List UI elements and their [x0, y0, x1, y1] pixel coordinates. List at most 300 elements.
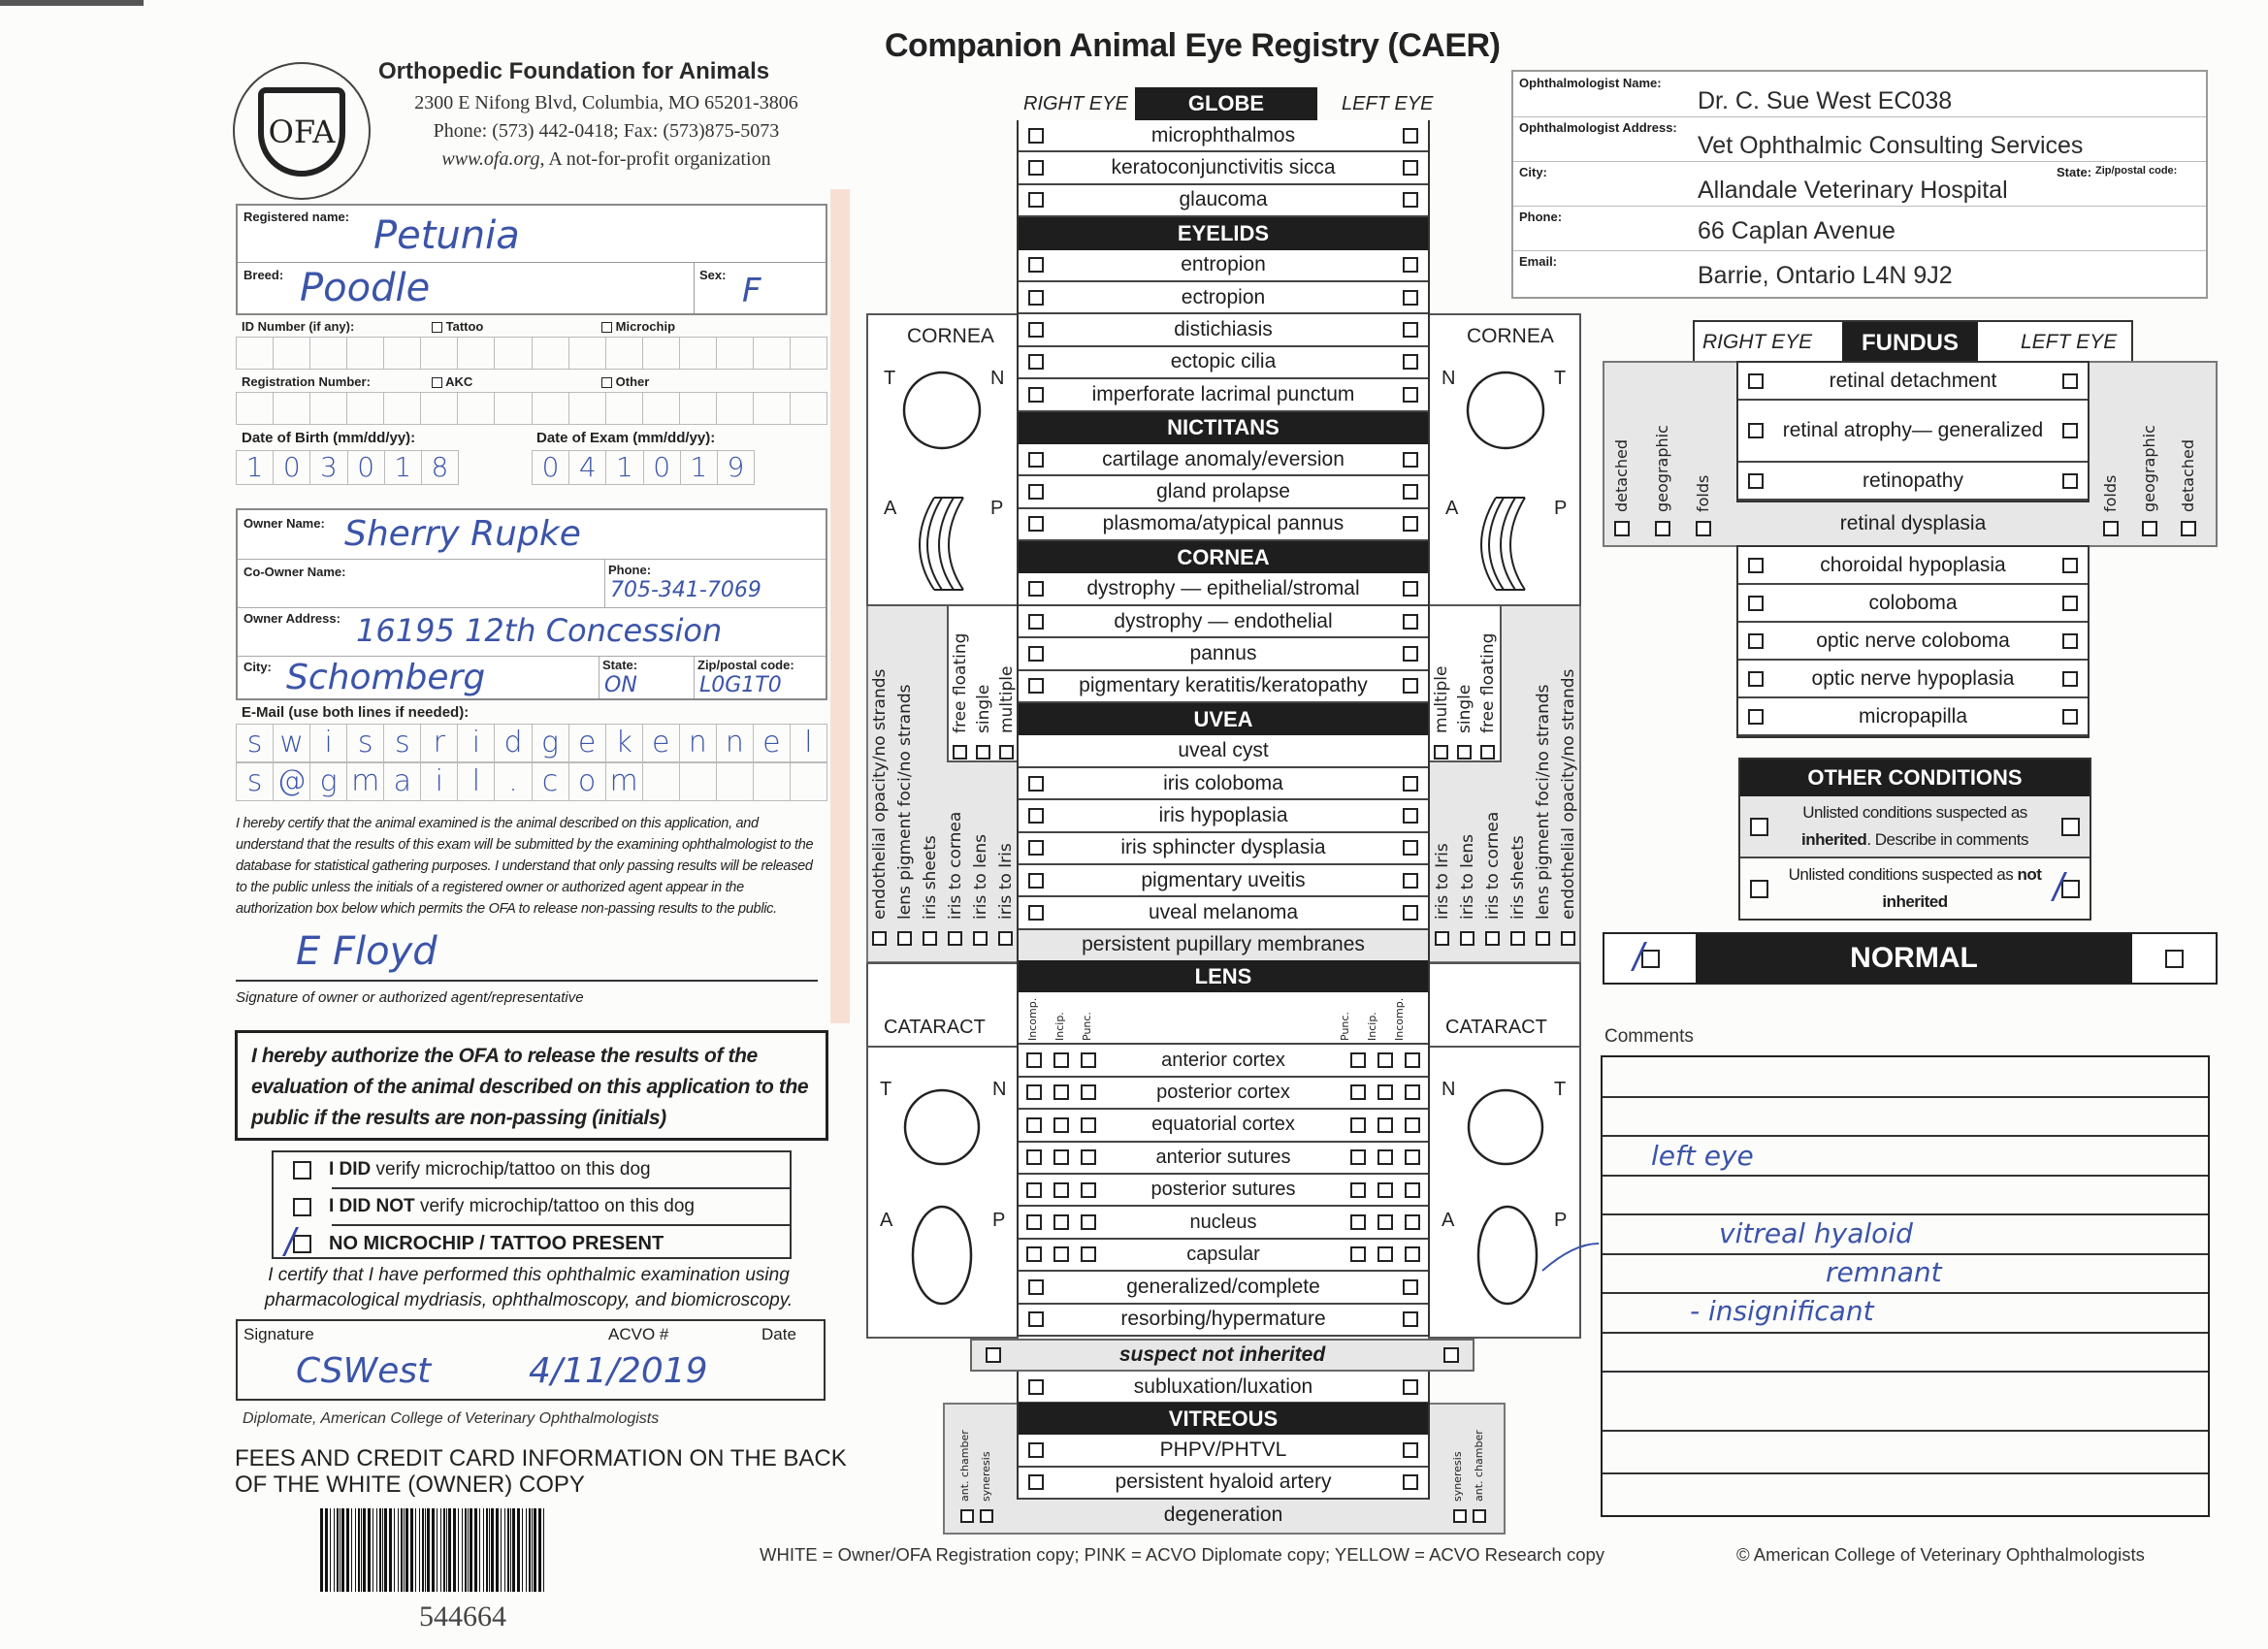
registration-number-grid[interactable]: [236, 392, 827, 425]
option-single-checkbox[interactable]: [1457, 745, 1472, 760]
capsular-left-incip-checkbox[interactable]: [1377, 1246, 1393, 1262]
retinal-detachment-right-checkbox[interactable]: [1748, 373, 1764, 389]
registered-name-field[interactable]: Petunia: [373, 213, 520, 258]
grid-cell: 0: [348, 450, 385, 485]
cornea-right-n: N: [990, 368, 1005, 389]
barcode-bar: [401, 1508, 403, 1592]
chip-did-checkbox[interactable]: [293, 1161, 311, 1180]
dystrophy-endothelial-left-checkbox[interactable]: [1403, 614, 1418, 630]
option-free-floating-checkbox[interactable]: [953, 745, 967, 760]
anterior-sutures-right-incip-checkbox[interactable]: [1053, 1149, 1069, 1165]
tattoo-checkbox[interactable]: [432, 322, 442, 333]
glaucoma-left-checkbox[interactable]: [1403, 192, 1418, 208]
email-line-2[interactable]: [236, 762, 827, 801]
ofa-logo-shield: OFA: [258, 87, 345, 177]
degen-syneresis-left-label: syneresis: [1451, 1451, 1464, 1502]
grade-header-right-punc: Punc.: [1081, 1012, 1093, 1042]
generalized-complete-right-checkbox[interactable]: [1028, 1279, 1044, 1295]
degen-syneresis-left-checkbox[interactable]: [1453, 1509, 1467, 1523]
gland-prolapse-right-checkbox[interactable]: [1028, 484, 1044, 500]
dob-field[interactable]: [236, 450, 459, 485]
lens-row-equatorial-cortex: [1019, 1110, 1428, 1142]
other-inherited-right-checkbox[interactable]: [1750, 818, 1768, 836]
nucleus-left-punc-checkbox[interactable]: [1350, 1214, 1366, 1230]
anterior-sutures-left-incip-checkbox[interactable]: [1377, 1149, 1393, 1165]
iris-coloboma-right-checkbox[interactable]: [1028, 776, 1044, 792]
fundus-left-eye-label: LEFT EYE: [2021, 331, 2118, 353]
suspect-not-inherited-right-checkbox[interactable]: [986, 1347, 1001, 1363]
cartilage-anomaly-eversion-right-checkbox[interactable]: [1028, 452, 1044, 468]
capsular-right-incip-checkbox[interactable]: [1053, 1246, 1069, 1262]
grid-cell: @: [274, 762, 310, 801]
phone-label: Phone:: [608, 563, 652, 577]
email-label: E-Mail (use both lines if needed):: [242, 704, 470, 721]
option-lens-pigment-foci-no-strands-checkbox[interactable]: [897, 931, 912, 946]
grid-cell: g: [310, 762, 347, 801]
barcode-bar: [379, 1508, 381, 1592]
breed-label: Breed:: [243, 268, 284, 282]
gland-prolapse-left-checkbox[interactable]: [1403, 484, 1418, 500]
anterior-cortex-left-incomp-checkbox[interactable]: [1405, 1052, 1420, 1068]
lens-row-generalized-complete: [1019, 1272, 1428, 1304]
form-title: Companion Animal Eye Registry (CAER): [885, 27, 1501, 64]
posterior-cortex-left-punc-checkbox[interactable]: [1350, 1084, 1366, 1100]
degeneration-label: degeneration: [1163, 1504, 1283, 1526]
anterior-cortex-left-punc-checkbox[interactable]: [1350, 1052, 1366, 1068]
capsular-right-incomp-checkbox[interactable]: [1026, 1246, 1042, 1262]
grid-cell: 1: [681, 450, 718, 485]
left-eye-label: LEFT EYE: [1342, 93, 1434, 114]
akc-option[interactable]: [432, 374, 472, 389]
fundus-table-bottom: [1736, 545, 2090, 738]
pigmentary-keratitis-keratopathy-left-checkbox[interactable]: [1403, 678, 1418, 694]
org-web-link[interactable]: www.ofa.org: [441, 148, 540, 170]
oph-state-label: State:: [2057, 165, 2092, 179]
option-label-iris-to-cornea: iris to cornea: [1483, 811, 1503, 920]
grid-cell: e: [569, 724, 606, 762]
grade-group-right: [1026, 1149, 1096, 1165]
chip-option-did-not[interactable]: [293, 1189, 695, 1224]
section-header-nictitans: NICTITANS: [1019, 412, 1428, 444]
zip-field[interactable]: L0G1T0: [699, 673, 782, 697]
retinal-detachment-label: retinal detachment: [1829, 369, 1997, 392]
posterior-sutures-left-incip-checkbox[interactable]: [1377, 1182, 1393, 1198]
iris-hypoplasia-right-checkbox[interactable]: [1028, 808, 1044, 824]
nucleus-left-incomp-checkbox[interactable]: [1405, 1214, 1420, 1230]
pigmentary-uveitis-right-checkbox[interactable]: [1028, 873, 1044, 889]
dysplasia-left-folds-checkbox[interactable]: [2103, 521, 2119, 536]
dystrophy-epithelial-stromal-right-checkbox[interactable]: [1028, 581, 1044, 597]
microphthalmos-label: microphthalmos: [1150, 123, 1296, 146]
grid-cell: 0: [644, 450, 681, 485]
owner-signature[interactable]: E Floyd: [296, 929, 437, 974]
micropapilla-right-checkbox[interactable]: [1748, 709, 1764, 725]
grid-cell: r: [421, 724, 458, 762]
posterior-cortex-right-incomp-checkbox[interactable]: [1026, 1084, 1042, 1100]
lens-row-posterior-cortex: [1019, 1078, 1428, 1110]
retinopathy-left-checkbox[interactable]: [2062, 473, 2078, 489]
distichiasis-right-checkbox[interactable]: [1028, 322, 1044, 338]
dysplasia-right-detached-checkbox[interactable]: [1614, 521, 1630, 536]
subluxation-right-checkbox[interactable]: [1028, 1379, 1044, 1395]
ectropion-right-checkbox[interactable]: [1028, 290, 1044, 306]
section-header-eyelids: EYELIDS: [1019, 217, 1428, 249]
keratoconjunctivitis-sicca-right-checkbox[interactable]: [1028, 160, 1044, 176]
iris-sphincter-dysplasia-right-checkbox[interactable]: [1028, 840, 1044, 856]
condition-row-pigmentary-keratitis-keratopathy: [1019, 671, 1428, 703]
city-field[interactable]: Schomberg: [286, 658, 486, 697]
barcode-bar: [398, 1508, 399, 1592]
cornea-left-a: A: [1445, 498, 1459, 519]
zip-label: Zip/postal code:: [697, 658, 794, 672]
barcode-bar: [325, 1508, 328, 1592]
anterior-cortex-right-incomp-checkbox[interactable]: [1026, 1052, 1042, 1068]
nucleus-left-incip-checkbox[interactable]: [1377, 1214, 1393, 1230]
phpv-left-checkbox[interactable]: [1403, 1442, 1418, 1458]
anterior-sutures-left-incomp-checkbox[interactable]: [1405, 1149, 1420, 1165]
condition-row-ectopic-cilia: [1019, 347, 1428, 379]
microchip-option[interactable]: [601, 319, 675, 334]
ectopic-cilia-left-checkbox[interactable]: [1403, 354, 1418, 370]
plasmoma-atypical-pannus-right-checkbox[interactable]: [1028, 516, 1044, 532]
fundus-row-coloboma: [1738, 585, 2088, 623]
grid-cell: 8: [422, 450, 459, 485]
barcode-bar: [404, 1508, 405, 1592]
anterior-sutures-right-incomp-checkbox[interactable]: [1026, 1149, 1042, 1165]
option-iris-sheets-checkbox[interactable]: [923, 931, 937, 946]
retinopathy-right-checkbox[interactable]: [1748, 473, 1764, 489]
dysplasia-left-detached-checkbox[interactable]: [2181, 521, 2196, 536]
imperforate-lacrimal-punctum-right-checkbox[interactable]: [1028, 387, 1044, 403]
dysplasia-left-folds-label: folds: [2101, 474, 2120, 512]
hyaloid-right-checkbox[interactable]: [1028, 1474, 1044, 1490]
iris-coloboma-left-checkbox[interactable]: [1403, 776, 1418, 792]
coloboma-right-checkbox[interactable]: [1748, 596, 1764, 611]
microphthalmos-left-checkbox[interactable]: [1403, 128, 1418, 144]
barcode-bar: [543, 1508, 544, 1592]
anterior-cortex-right-punc-checkbox[interactable]: [1081, 1052, 1096, 1068]
option-free-floating-checkbox[interactable]: [1480, 745, 1495, 760]
entropion-left-checkbox[interactable]: [1403, 257, 1418, 273]
degen-ant-chamber-left-checkbox[interactable]: [1473, 1509, 1486, 1523]
option-iris-to-iris-checkbox[interactable]: [1435, 931, 1449, 946]
chip-none-label: NO MICROCHIP / TATTOO PRESENT: [329, 1232, 664, 1254]
grid-cell: i: [458, 724, 495, 762]
org-name: Orthopedic Foundation for Animals: [378, 58, 770, 84]
cornea-left-n: N: [1442, 368, 1456, 389]
carbon-tint: [830, 189, 850, 1023]
state-field[interactable]: ON: [604, 673, 637, 697]
nucleus-right-incomp-checkbox[interactable]: [1026, 1214, 1042, 1230]
condition-row-plasmoma-atypical-pannus: [1019, 509, 1428, 541]
grade-group-left: [1350, 1149, 1420, 1165]
grid-cell: d: [495, 724, 532, 762]
barcode-bar: [474, 1508, 477, 1592]
comments-field[interactable]: [1601, 1055, 2210, 1517]
chip-option-did[interactable]: [293, 1152, 651, 1187]
option-iris-to-cornea-checkbox[interactable]: [948, 931, 962, 946]
optic-nerve-hypoplasia-right-checkbox[interactable]: [1748, 671, 1764, 687]
cataract-right-a: A: [880, 1210, 893, 1231]
barcode-bar: [510, 1508, 511, 1592]
degen-ant-chamber-right-label: ant. chamber: [958, 1430, 971, 1502]
barcode-bar: [419, 1508, 420, 1592]
fundus-row-retinal-detachment: [1738, 363, 2088, 401]
barcode-bar: [384, 1508, 387, 1592]
comment-line-2: vitreal hyaloid: [1719, 1217, 1913, 1249]
cataract-right-t: T: [880, 1079, 892, 1100]
option-multiple-checkbox[interactable]: [1434, 745, 1448, 760]
degen-ant-chamber-right-checkbox[interactable]: [960, 1509, 974, 1523]
barcode-bar: [405, 1508, 408, 1592]
pigmentary-keratitis-keratopathy-right-checkbox[interactable]: [1028, 678, 1044, 694]
posterior-cortex-right-punc-checkbox[interactable]: [1081, 1084, 1096, 1100]
barcode-bar: [491, 1508, 494, 1592]
posterior-cortex-left-incip-checkbox[interactable]: [1377, 1084, 1393, 1100]
generalized-complete-left-checkbox[interactable]: [1403, 1279, 1418, 1295]
distichiasis-label: distichiasis: [1174, 318, 1273, 341]
capsular-right-punc-checkbox[interactable]: [1081, 1246, 1096, 1262]
breed-field[interactable]: Poodle: [300, 266, 431, 310]
option-single-checkbox[interactable]: [976, 745, 990, 760]
ectopic-cilia-right-checkbox[interactable]: [1028, 354, 1044, 370]
pigmentary-keratitis-keratopathy-label: pigmentary keratitis/keratopathy: [1079, 674, 1368, 697]
barcode-bar: [538, 1508, 541, 1592]
nucleus-right-incip-checkbox[interactable]: [1053, 1214, 1069, 1230]
retinal-detachment-left-checkbox[interactable]: [2062, 373, 2078, 389]
posterior-sutures-left-punc-checkbox[interactable]: [1350, 1182, 1366, 1198]
pigmentary-uveitis-label: pigmentary uveitis: [1141, 868, 1306, 891]
normal-left-checkbox[interactable]: [2165, 950, 2184, 968]
resorbing-hypermature-label: resorbing/hypermature: [1120, 1308, 1326, 1331]
anterior-sutures-right-punc-checkbox[interactable]: [1081, 1149, 1096, 1165]
generalized-complete-label: generalized/complete: [1126, 1275, 1320, 1298]
glaucoma-right-checkbox[interactable]: [1028, 192, 1044, 208]
condition-row-iris-hypoplasia: [1019, 800, 1428, 832]
imperforate-lacrimal-punctum-left-checkbox[interactable]: [1403, 387, 1418, 403]
barcode: [320, 1508, 549, 1594]
pannus-right-checkbox[interactable]: [1028, 646, 1044, 662]
barcode-bar: [440, 1508, 441, 1592]
ectropion-left-checkbox[interactable]: [1403, 290, 1418, 306]
option-iris-to-lens-checkbox[interactable]: [1460, 931, 1474, 946]
email-line-1[interactable]: [236, 724, 827, 762]
option-lens-pigment-foci-no-strands-checkbox[interactable]: [1536, 931, 1550, 946]
cataract-right-svg: [866, 962, 1019, 1339]
dysplasia-right-folds-checkbox[interactable]: [1696, 521, 1711, 536]
barcode-bar: [415, 1508, 416, 1592]
option-label-endothelial-opacity-no-strands: endothelial opacity/no strands: [870, 668, 890, 920]
sex-field[interactable]: F: [742, 272, 761, 310]
equatorial-cortex-left-punc-checkbox[interactable]: [1350, 1117, 1366, 1133]
iris-hypoplasia-label: iris hypoplasia: [1158, 803, 1288, 826]
owner-certification-text: I hereby certify that the animal examined is the animal described on this application, and understand that the results of this exam will be submitted by the examining ophthalmologist to the database for statistical gathering purposes. I understand that only passing results will be released to the public unless the initials of a registered owner or authorized agent appear in the authorization box below which permits the OFA to release non-passing results to the public.: [236, 816, 814, 917]
grid-cell: [680, 762, 717, 801]
option-endothelial-opacity-no-strands-checkbox[interactable]: [1561, 931, 1575, 946]
grid-cell: i: [310, 724, 347, 762]
grid-cell: n: [680, 724, 717, 762]
option-iris-to-iris-checkbox[interactable]: [998, 931, 1013, 946]
iris-sphincter-dysplasia-left-checkbox[interactable]: [1403, 840, 1418, 856]
owner-box: [236, 508, 827, 700]
barcode-bar: [355, 1508, 356, 1592]
posterior-sutures-right-punc-checkbox[interactable]: [1081, 1182, 1096, 1198]
barcode-bar: [486, 1508, 488, 1592]
other-inherited-left-checkbox[interactable]: [2061, 818, 2080, 836]
barcode-bar: [427, 1508, 430, 1592]
chip-none-checkbox[interactable]: [293, 1235, 311, 1253]
grid-cell: e: [754, 724, 791, 762]
owner-name-field[interactable]: Sherry Rupke: [344, 514, 581, 554]
posterior-cortex-right-incip-checkbox[interactable]: [1053, 1084, 1069, 1100]
examiner-certification-text: I certify that I have performed this ophthalmic examination using pharmacological mydriasis, ophthalmoscopy, and biomicroscopy.: [264, 1265, 794, 1310]
barcode-bar: [458, 1508, 459, 1592]
akc-checkbox[interactable]: [432, 377, 442, 388]
option-iris-to-lens-checkbox[interactable]: [973, 931, 988, 946]
exam-date-field[interactable]: [532, 450, 755, 485]
normal-right-checkbox[interactable]: [1641, 950, 1660, 968]
chip-option-none[interactable]: [293, 1226, 664, 1261]
coloboma-left-checkbox[interactable]: [2062, 596, 2078, 611]
dysplasia-right-geographic-label: geographic: [1653, 425, 1671, 512]
suspect-not-inherited-left-checkbox[interactable]: [1443, 1347, 1459, 1363]
anterior-sutures-left-punc-checkbox[interactable]: [1350, 1149, 1366, 1165]
resorbing-hypermature-right-checkbox[interactable]: [1028, 1311, 1044, 1327]
grade-header-left-punc: Punc.: [1339, 1012, 1351, 1042]
microphthalmos-right-checkbox[interactable]: [1028, 128, 1044, 144]
option-iris-to-cornea-checkbox[interactable]: [1485, 931, 1500, 946]
other-inherited-label: Unlisted conditions suspected as inherited. Describe in comments: [1801, 803, 2028, 849]
barcode-bar: [320, 1508, 323, 1592]
option-label-multiple: multiple: [1432, 665, 1451, 733]
cartilage-anomaly-eversion-left-checkbox[interactable]: [1403, 452, 1418, 468]
optic-nerve-coloboma-left-checkbox[interactable]: [2062, 633, 2078, 649]
choroidal-hypoplasia-left-checkbox[interactable]: [2062, 558, 2078, 573]
other-not-inherited-right-checkbox[interactable]: [1750, 880, 1768, 898]
dystrophy-epithelial-stromal-left-checkbox[interactable]: [1403, 581, 1418, 597]
grid-cell: 3: [310, 450, 347, 485]
choroidal-hypoplasia-right-checkbox[interactable]: [1748, 558, 1764, 573]
uveal-melanoma-left-checkbox[interactable]: [1403, 905, 1418, 921]
lens-row-anterior-cortex: [1019, 1045, 1428, 1077]
release-authorization-box: [235, 1030, 828, 1141]
posterior-sutures-left-incomp-checkbox[interactable]: [1405, 1182, 1420, 1198]
posterior-cortex-left-incomp-checkbox[interactable]: [1405, 1084, 1420, 1100]
phpv-right-checkbox[interactable]: [1028, 1442, 1044, 1458]
uveal-melanoma-right-checkbox[interactable]: [1028, 905, 1044, 921]
barcode-bar: [346, 1508, 349, 1592]
tattoo-option[interactable]: [432, 319, 483, 334]
entropion-right-checkbox[interactable]: [1028, 257, 1044, 273]
dystrophy-endothelial-right-checkbox[interactable]: [1028, 614, 1044, 630]
other-reg-checkbox[interactable]: [601, 377, 612, 388]
barcode-bar: [410, 1508, 413, 1592]
cornea-right-t: T: [884, 368, 896, 389]
pigmentary-uveitis-left-checkbox[interactable]: [1403, 873, 1418, 889]
keratoconjunctivitis-sicca-left-checkbox[interactable]: [1403, 160, 1418, 176]
grade-group-left: [1350, 1214, 1420, 1230]
option-endothelial-opacity-no-strands-checkbox[interactable]: [872, 931, 887, 946]
posterior-cortex-label: posterior cortex: [1156, 1081, 1290, 1103]
option-iris-sheets-checkbox[interactable]: [1510, 931, 1525, 946]
ofa-logo: [233, 62, 371, 200]
owner-address-field[interactable]: 16195 12th Concession: [356, 612, 723, 649]
subluxation-left-checkbox[interactable]: [1403, 1379, 1418, 1395]
vitreous-table: [1017, 1403, 1430, 1500]
micropapilla-left-checkbox[interactable]: [2062, 709, 2078, 725]
equatorial-cortex-label: equatorial cortex: [1151, 1114, 1295, 1136]
anterior-cortex-left-incip-checkbox[interactable]: [1377, 1052, 1393, 1068]
retinopathy-label: retinopathy: [1863, 469, 1963, 492]
degen-syneresis-right-checkbox[interactable]: [980, 1509, 993, 1523]
grade-group-left: [1350, 1084, 1420, 1100]
resorbing-hypermature-left-checkbox[interactable]: [1403, 1311, 1418, 1327]
equatorial-cortex-right-incomp-checkbox[interactable]: [1026, 1117, 1042, 1133]
dysplasia-right-geographic-checkbox[interactable]: [1655, 521, 1670, 536]
section-header-fundus: FUNDUS: [1842, 322, 1978, 365]
equatorial-cortex-left-incip-checkbox[interactable]: [1377, 1117, 1393, 1133]
retinal-atrophy-generalized-left-checkbox[interactable]: [2062, 423, 2078, 438]
pannus-left-checkbox[interactable]: [1403, 646, 1418, 662]
barcode-bar: [453, 1508, 456, 1592]
choroidal-hypoplasia-label: choroidal hypoplasia: [1820, 553, 2006, 576]
capsular-label: capsular: [1186, 1243, 1260, 1265]
equatorial-cortex-right-punc-checkbox[interactable]: [1081, 1117, 1096, 1133]
org-phone: Phone: (573) 442-0418; Fax: (573)875-5073: [433, 120, 780, 142]
date-label: Date: [761, 1325, 796, 1343]
capsular-left-punc-checkbox[interactable]: [1350, 1246, 1366, 1262]
examiner-signature[interactable]: CSWest: [296, 1351, 432, 1391]
center-conditions-table: [1017, 120, 1430, 962]
optic-nerve-hypoplasia-left-checkbox[interactable]: [2062, 671, 2078, 687]
chip-did-not-checkbox[interactable]: [293, 1198, 311, 1216]
plasmoma-atypical-pannus-left-checkbox[interactable]: [1403, 516, 1418, 532]
capsular-left-incomp-checkbox[interactable]: [1405, 1246, 1420, 1262]
option-multiple-checkbox[interactable]: [999, 745, 1014, 760]
barcode-bar: [368, 1508, 371, 1592]
optic-nerve-coloboma-right-checkbox[interactable]: [1748, 633, 1764, 649]
diplomate-caption: Diplomate, American College of Veterinary Ophthalmologists: [243, 1410, 660, 1427]
posterior-sutures-right-incip-checkbox[interactable]: [1053, 1182, 1069, 1198]
anterior-cortex-label: anterior cortex: [1161, 1049, 1285, 1071]
dysplasia-left-geographic-checkbox[interactable]: [2142, 521, 2157, 536]
grade-group-right: [1026, 1214, 1096, 1230]
anterior-cortex-right-incip-checkbox[interactable]: [1053, 1052, 1069, 1068]
hyaloid-left-checkbox[interactable]: [1403, 1474, 1418, 1490]
distichiasis-left-checkbox[interactable]: [1403, 322, 1418, 338]
examiner-date[interactable]: 4/11/2019: [529, 1351, 708, 1391]
grid-cell: l: [791, 724, 827, 762]
microchip-checkbox[interactable]: [601, 322, 612, 333]
phone-field[interactable]: 705-341-7069: [610, 578, 761, 602]
equatorial-cortex-left-incomp-checkbox[interactable]: [1405, 1117, 1420, 1133]
other-reg-option[interactable]: [601, 374, 649, 389]
acvo-number-label: ACVO #: [608, 1325, 669, 1343]
id-number-grid[interactable]: [236, 337, 827, 370]
lens-conditions-table: [1017, 960, 1430, 1337]
posterior-sutures-right-incomp-checkbox[interactable]: [1026, 1182, 1042, 1198]
normal-left-cell: [2132, 934, 2216, 983]
cataract-left-a: A: [1442, 1210, 1455, 1231]
option-label-iris-to-iris: iris to Iris: [996, 843, 1016, 920]
condition-row-persistent-pupillary-membranes: [1019, 930, 1428, 962]
grid-cell: [754, 762, 791, 801]
other-not-inherited-left-checkbox[interactable]: [2061, 880, 2080, 898]
equatorial-cortex-right-incip-checkbox[interactable]: [1053, 1117, 1069, 1133]
iris-hypoplasia-left-checkbox[interactable]: [1403, 808, 1418, 824]
nucleus-right-punc-checkbox[interactable]: [1081, 1214, 1096, 1230]
retinal-atrophy-generalized-right-checkbox[interactable]: [1748, 423, 1764, 438]
